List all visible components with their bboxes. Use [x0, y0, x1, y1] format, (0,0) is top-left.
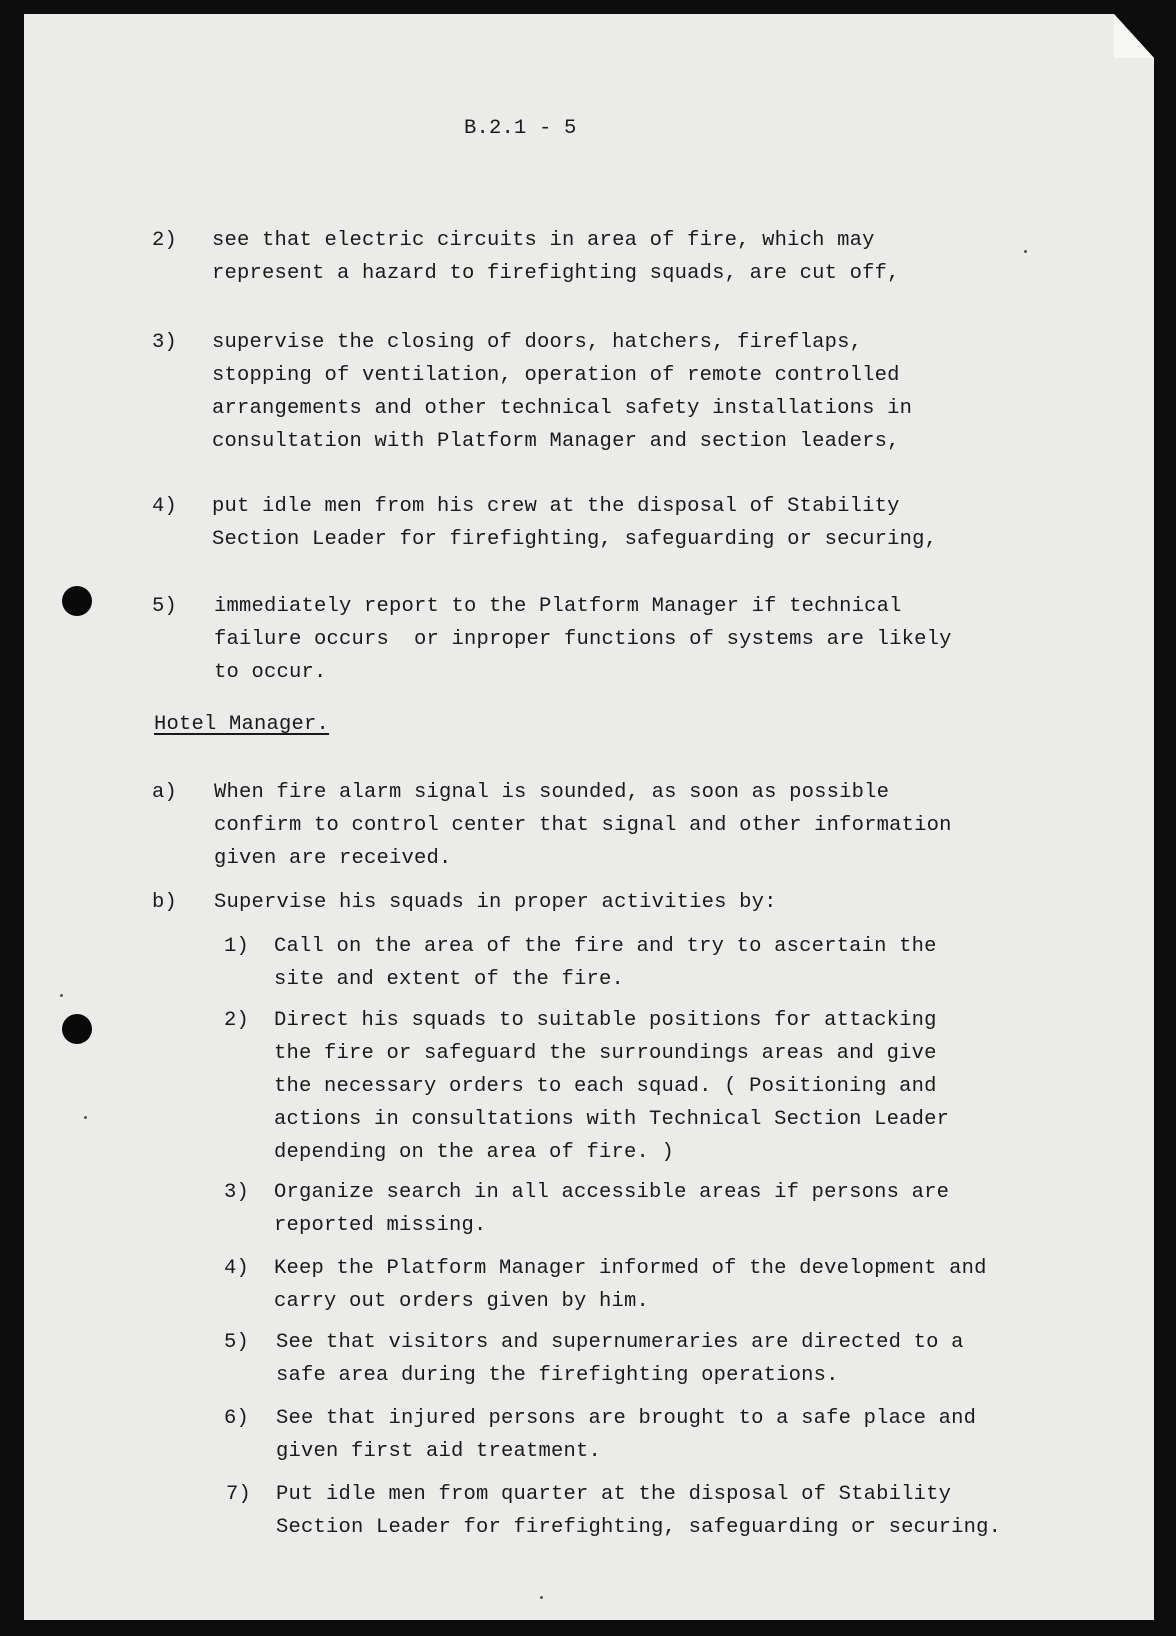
- item-number: 3): [224, 1181, 250, 1204]
- item-text: immediately report to the Platform Manager if technical failure occurs or inproper functions of systems are likely to occur.: [214, 595, 952, 684]
- punch-hole-icon: [62, 1014, 92, 1044]
- speck: [84, 1116, 87, 1119]
- item-number: 2): [152, 229, 178, 252]
- item-number: 4): [152, 495, 178, 518]
- item-text: Direct his squads to suitable positions for attacking the fire or safeguard the surroundings areas and give the necessary orders to each squad. ( Positioning and actions in consultations with Technical Section Leader depending on the area of fire. ): [274, 1009, 950, 1164]
- item-number: 4): [224, 1257, 250, 1280]
- speck: [540, 1596, 543, 1599]
- speck: [1024, 250, 1027, 253]
- item-text: see that electric circuits in area of fire, which may represent a hazard to firefighting squads, are cut off,: [212, 229, 900, 285]
- item-number: 6): [224, 1407, 250, 1430]
- folded-corner-flap: [1114, 14, 1154, 58]
- item-text: Keep the Platform Manager informed of the development and carry out orders given by him.: [274, 1257, 987, 1313]
- punch-hole-icon: [62, 586, 92, 616]
- item-text: supervise the closing of doors, hatchers, fireflaps, stopping of ventilation, operation of remote controlled arrangements and other technical safety installations in consultation with Platform Manager and section leaders,: [212, 331, 913, 453]
- item-number: 7): [226, 1483, 252, 1506]
- item-number: a): [152, 781, 178, 804]
- page-number: B.2.1 - 5: [464, 117, 577, 140]
- document-page: [24, 14, 1154, 1620]
- item-number: 1): [224, 935, 250, 958]
- item-text: Organize search in all accessible areas if persons are reported missing.: [274, 1181, 950, 1237]
- item-text: Call on the area of the fire and try to ascertain the site and extent of the fire.: [274, 935, 937, 991]
- item-text: Supervise his squads in proper activities by:: [214, 891, 777, 914]
- item-number: 3): [152, 331, 178, 354]
- speck: [60, 994, 63, 997]
- item-text: Put idle men from quarter at the disposal of Stability Section Leader for firefighting, safeguarding or securing.: [276, 1483, 1002, 1539]
- section-heading: Hotel Manager.: [154, 713, 330, 736]
- item-number: 2): [224, 1009, 250, 1032]
- item-text: See that injured persons are brought to a safe place and given first aid treatment.: [276, 1407, 977, 1463]
- item-text: See that visitors and supernumeraries are directed to a safe area during the firefighting operations.: [276, 1331, 964, 1387]
- item-text: When fire alarm signal is sounded, as soon as possible confirm to control center that signal and other information given are received.: [214, 781, 952, 870]
- item-number: 5): [152, 595, 178, 618]
- item-number: 5): [224, 1331, 250, 1354]
- item-text: put idle men from his crew at the disposal of Stability Section Leader for firefighting, safeguarding or securing,: [212, 495, 938, 551]
- item-number: b): [152, 891, 178, 914]
